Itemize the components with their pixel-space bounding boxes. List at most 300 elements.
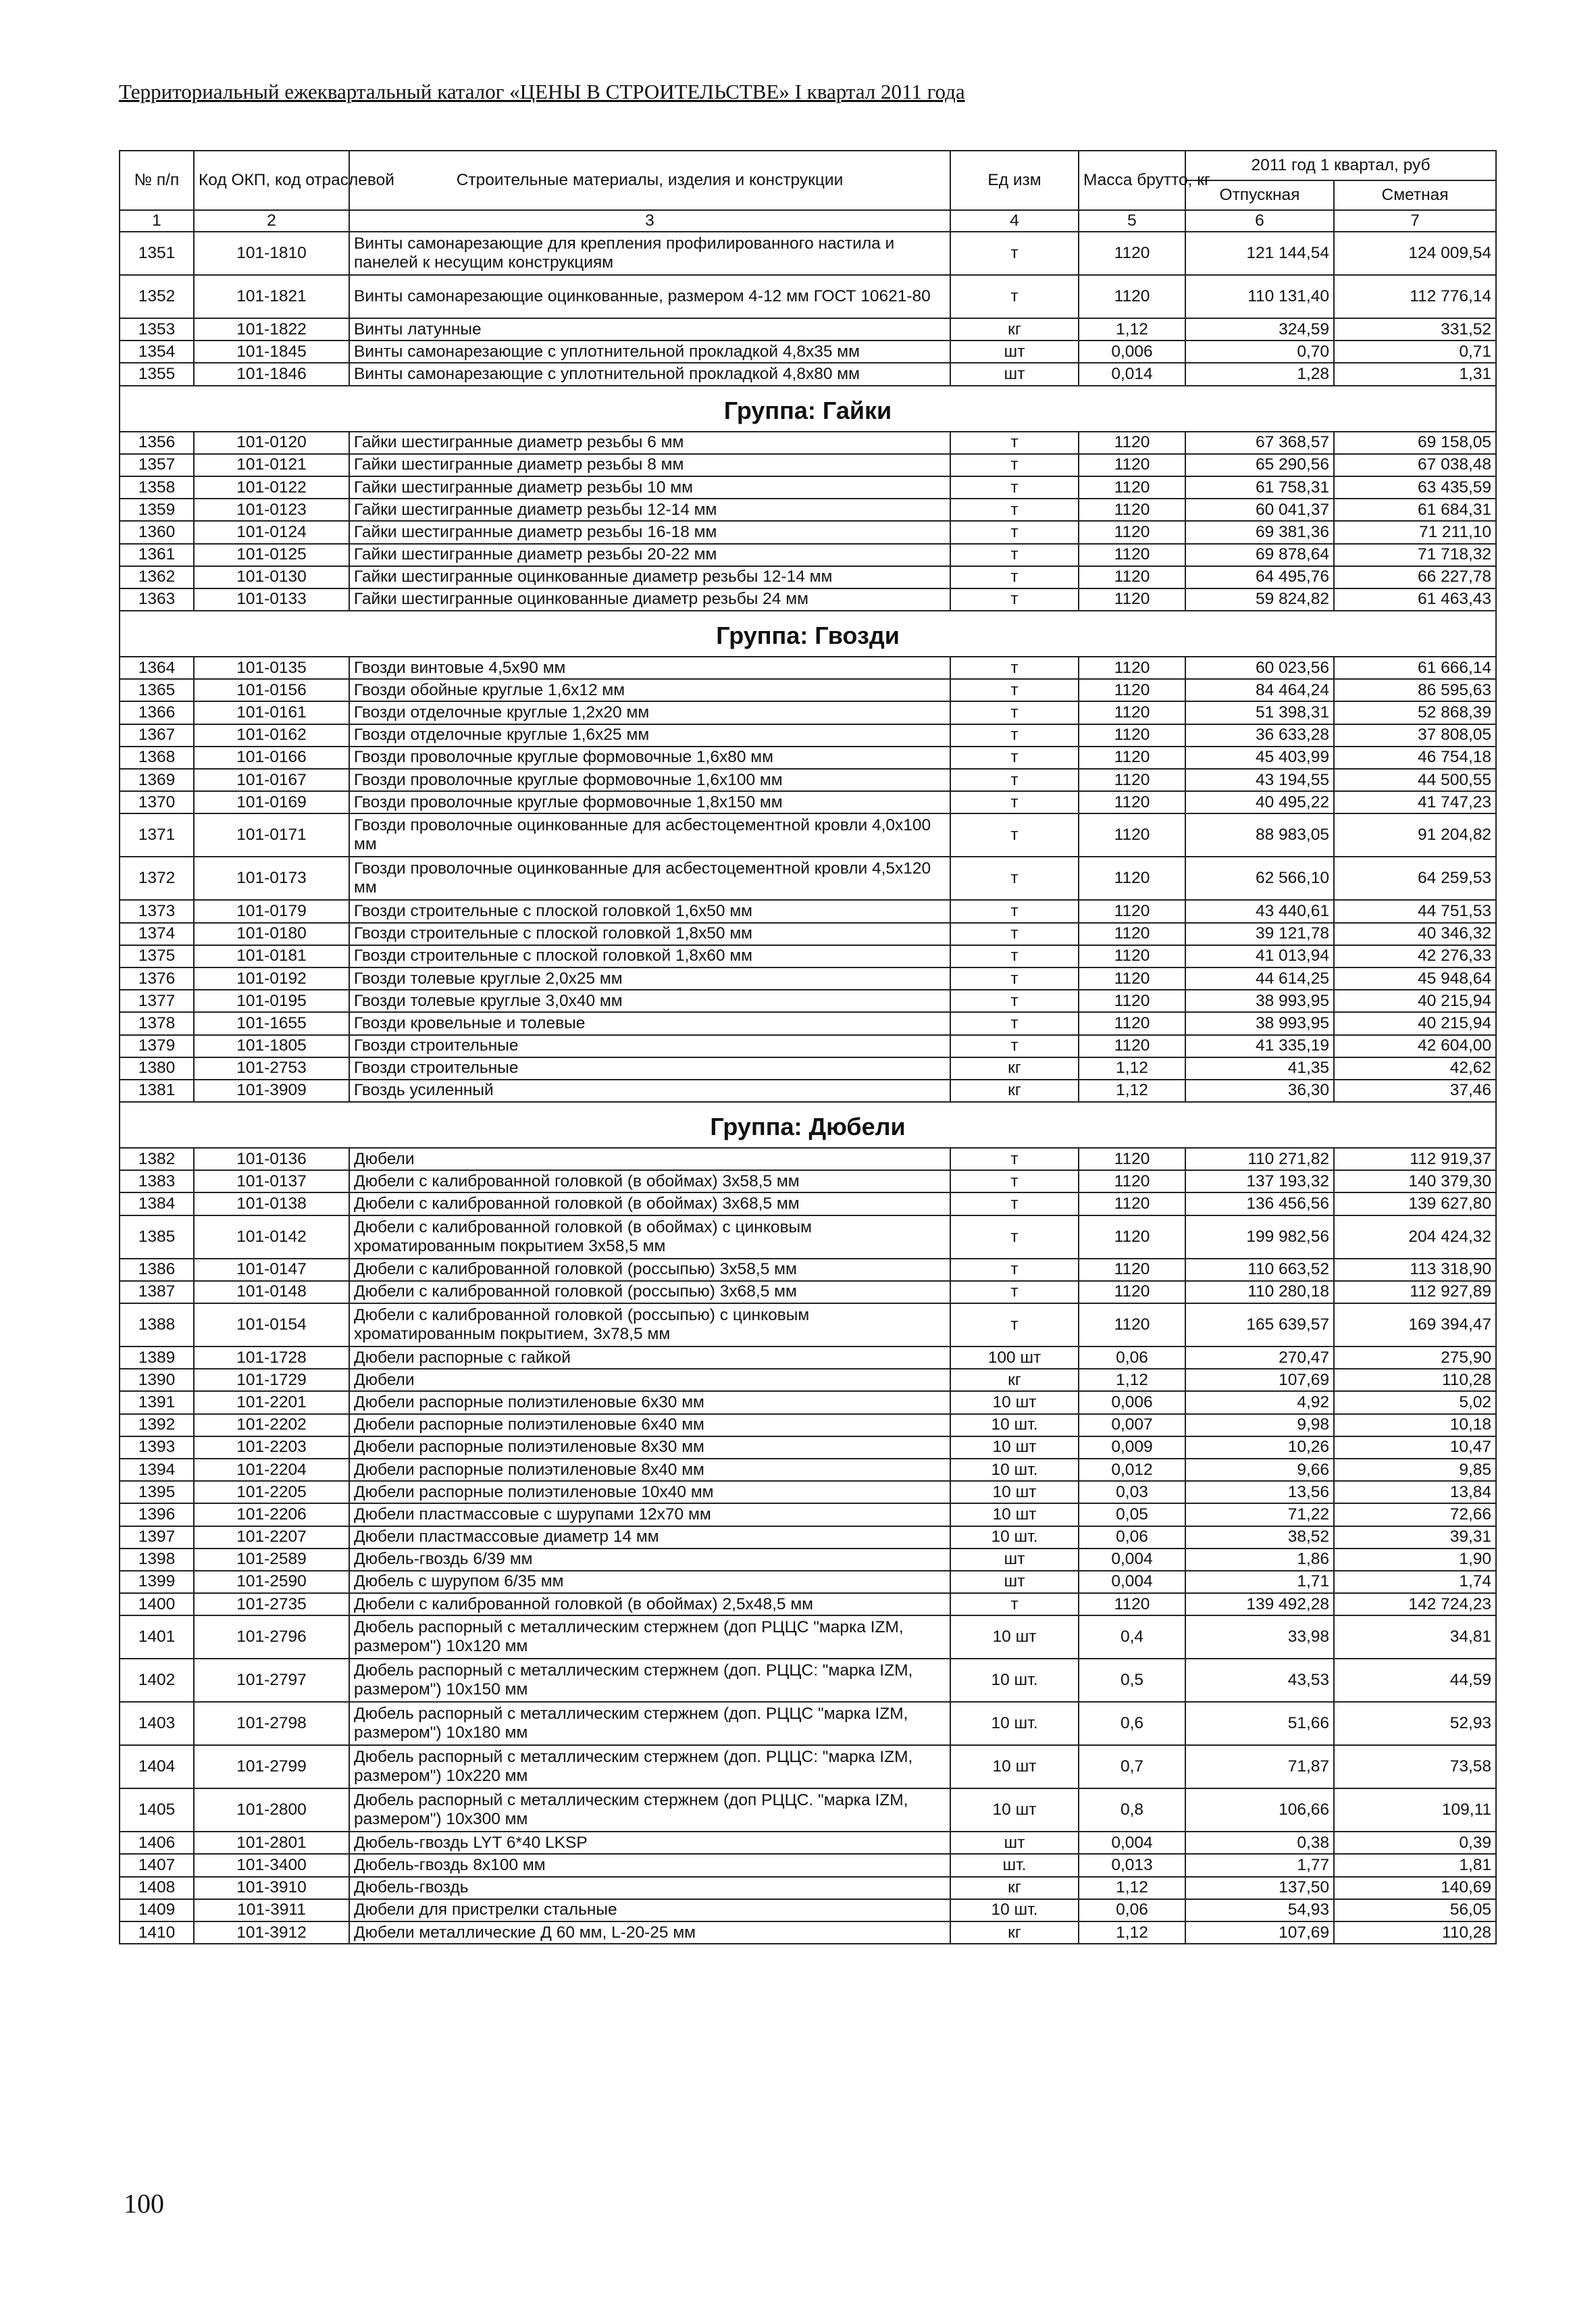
row-number: 1377 — [120, 990, 194, 1012]
row-release-price: 43 194,55 — [1185, 769, 1334, 791]
row-code: 101-0195 — [194, 990, 349, 1012]
row-number: 1393 — [120, 1436, 194, 1459]
row-number: 1370 — [120, 791, 194, 813]
row-number: 1362 — [120, 566, 194, 588]
row-release-price: 33,98 — [1185, 1615, 1334, 1659]
row-mass: 0,6 — [1079, 1702, 1185, 1745]
row-description: Дюбели распорные полиэтиленовые 8х40 мм — [349, 1459, 950, 1481]
table-row — [120, 341, 1496, 363]
table-row — [120, 275, 1496, 318]
row-estimate-price: 44 500,55 — [1334, 769, 1496, 791]
row-description: Гвозди строительные — [349, 1057, 950, 1080]
row-unit: кг — [950, 1921, 1079, 1944]
row-code: 101-0171 — [194, 813, 349, 857]
row-unit: т — [950, 566, 1079, 588]
row-code: 101-0148 — [194, 1281, 349, 1303]
row-number: 1410 — [120, 1921, 194, 1944]
row-code: 101-3911 — [194, 1899, 349, 1921]
row-mass: 1120 — [1079, 1012, 1185, 1034]
row-number: 1352 — [120, 275, 194, 318]
table-row — [120, 1615, 1496, 1659]
row-code: 101-0156 — [194, 679, 349, 701]
col-number: 3 — [349, 210, 950, 232]
row-unit: т — [950, 657, 1079, 679]
table-row — [120, 990, 1496, 1012]
row-mass: 1120 — [1079, 275, 1185, 318]
table-row — [120, 1745, 1496, 1788]
row-release-price: 41 013,94 — [1185, 945, 1334, 967]
row-mass: 1120 — [1079, 1259, 1185, 1281]
row-description: Гвозди винтовые 4,5х90 мм — [349, 657, 950, 679]
table-row — [120, 521, 1496, 543]
row-number: 1365 — [120, 679, 194, 701]
row-number: 1376 — [120, 967, 194, 990]
table-row — [120, 724, 1496, 747]
row-description: Дюбели распорные с гайкой — [349, 1347, 950, 1369]
row-code: 101-0121 — [194, 454, 349, 476]
row-description: Гвоздь усиленный — [349, 1080, 950, 1102]
row-estimate-price: 40 215,94 — [1334, 990, 1496, 1012]
col-number: 7 — [1334, 210, 1496, 232]
row-number: 1368 — [120, 747, 194, 769]
row-unit: т — [950, 1215, 1079, 1259]
row-estimate-price: 71 211,10 — [1334, 521, 1496, 543]
row-estimate-price: 91 204,82 — [1334, 813, 1496, 857]
row-number: 1403 — [120, 1702, 194, 1745]
row-estimate-price: 331,52 — [1334, 318, 1496, 341]
row-mass: 1120 — [1079, 1281, 1185, 1303]
row-mass: 0,5 — [1079, 1659, 1185, 1702]
row-release-price: 43 440,61 — [1185, 900, 1334, 922]
row-number: 1384 — [120, 1192, 194, 1215]
row-estimate-price: 41 747,23 — [1334, 791, 1496, 813]
row-mass: 0,06 — [1079, 1899, 1185, 1921]
row-description: Винты самонарезающие с уплотнительной прокладкой 4,8х80 мм — [349, 363, 950, 385]
row-estimate-price: 140,69 — [1334, 1877, 1496, 1899]
row-mass: 1120 — [1079, 945, 1185, 967]
row-unit: т — [950, 476, 1079, 499]
row-number: 1382 — [120, 1148, 194, 1170]
table-row — [120, 1436, 1496, 1459]
col-number: 5 — [1079, 210, 1185, 232]
row-code: 101-0180 — [194, 923, 349, 945]
row-unit: кг — [950, 1369, 1079, 1391]
table-row — [120, 791, 1496, 813]
table-row — [120, 857, 1496, 900]
table-row — [120, 1788, 1496, 1832]
row-release-price: 110 271,82 — [1185, 1148, 1334, 1170]
row-unit: т — [950, 679, 1079, 701]
row-release-price: 84 464,24 — [1185, 679, 1334, 701]
row-release-price: 0,70 — [1185, 341, 1334, 363]
row-description: Винты самонарезающие оцинкованные, размером 4-12 мм ГОСТ 10621-80 — [349, 275, 950, 318]
row-code: 101-2800 — [194, 1788, 349, 1832]
row-description: Дюбель распорный с металлическим стержнем (доп. РЦЦС: "марка IZM, размером") 10х150 мм — [349, 1659, 950, 1702]
row-estimate-price: 10,47 — [1334, 1436, 1496, 1459]
row-description: Гвозди проволочные круглые формовочные 1,6х80 мм — [349, 747, 950, 769]
row-mass: 1,12 — [1079, 1877, 1185, 1899]
row-estimate-price: 1,31 — [1334, 363, 1496, 385]
row-unit: т — [950, 1192, 1079, 1215]
row-unit: т — [950, 724, 1079, 747]
row-number: 1409 — [120, 1899, 194, 1921]
row-code: 101-0161 — [194, 701, 349, 724]
row-release-price: 1,77 — [1185, 1854, 1334, 1876]
table-row — [120, 499, 1496, 521]
row-unit: т — [950, 967, 1079, 990]
row-description: Дюбели металлические Д 60 мм, L-20-25 мм — [349, 1921, 950, 1944]
row-estimate-price: 72,66 — [1334, 1503, 1496, 1526]
row-code: 101-1810 — [194, 232, 349, 275]
row-number: 1353 — [120, 318, 194, 341]
row-number: 1394 — [120, 1459, 194, 1481]
row-release-price: 71,22 — [1185, 1503, 1334, 1526]
row-estimate-price: 112 919,37 — [1334, 1148, 1496, 1170]
row-mass: 0,013 — [1079, 1854, 1185, 1876]
row-number: 1360 — [120, 521, 194, 543]
row-number: 1369 — [120, 769, 194, 791]
table-row — [120, 1593, 1496, 1615]
row-unit: 10 шт. — [950, 1414, 1079, 1436]
row-number: 1386 — [120, 1259, 194, 1281]
row-estimate-price: 61 666,14 — [1334, 657, 1496, 679]
table-row — [120, 1347, 1496, 1369]
row-code: 101-0154 — [194, 1303, 349, 1347]
row-number: 1401 — [120, 1615, 194, 1659]
row-description: Гвозди строительные с плоской головкой 1,8х50 мм — [349, 923, 950, 945]
row-mass: 1120 — [1079, 476, 1185, 499]
row-release-price: 1,71 — [1185, 1571, 1334, 1593]
row-mass: 1120 — [1079, 701, 1185, 724]
row-release-price: 38 993,95 — [1185, 1012, 1334, 1034]
group-row — [120, 611, 1496, 657]
group-row — [120, 386, 1496, 432]
row-number: 1392 — [120, 1414, 194, 1436]
row-release-price: 121 144,54 — [1185, 232, 1334, 275]
row-mass: 1120 — [1079, 813, 1185, 857]
row-number: 1389 — [120, 1347, 194, 1369]
row-estimate-price: 110,28 — [1334, 1921, 1496, 1944]
row-number: 1385 — [120, 1215, 194, 1259]
row-estimate-price: 64 259,53 — [1334, 857, 1496, 900]
table-row — [120, 1391, 1496, 1413]
row-description: Гайки шестигранные диаметр резьбы 8 мм — [349, 454, 950, 476]
col-number: 6 — [1185, 210, 1334, 232]
table-row — [120, 544, 1496, 566]
row-description: Гайки шестигранные диаметр резьбы 10 мм — [349, 476, 950, 499]
row-release-price: 40 495,22 — [1185, 791, 1334, 813]
row-code: 101-1805 — [194, 1035, 349, 1057]
row-release-price: 51,66 — [1185, 1702, 1334, 1745]
row-code: 101-2590 — [194, 1571, 349, 1593]
row-unit: т — [950, 701, 1079, 724]
row-mass: 0,007 — [1079, 1414, 1185, 1436]
row-mass: 1120 — [1079, 923, 1185, 945]
row-estimate-price: 46 754,18 — [1334, 747, 1496, 769]
row-estimate-price: 140 379,30 — [1334, 1170, 1496, 1192]
row-release-price: 38,52 — [1185, 1526, 1334, 1549]
row-release-price: 1,28 — [1185, 363, 1334, 385]
row-mass: 1120 — [1079, 857, 1185, 900]
row-mass: 1120 — [1079, 588, 1185, 611]
row-estimate-price: 0,71 — [1334, 341, 1496, 363]
row-description: Гвозди толевые круглые 2,0х25 мм — [349, 967, 950, 990]
table-row — [120, 679, 1496, 701]
row-number: 1408 — [120, 1877, 194, 1899]
row-number: 1356 — [120, 432, 194, 454]
row-code: 101-0137 — [194, 1170, 349, 1192]
row-release-price: 41,35 — [1185, 1057, 1334, 1080]
row-description: Дюбели с калиброванной головкой (в обоймах) 3х58,5 мм — [349, 1170, 950, 1192]
row-number: 1355 — [120, 363, 194, 385]
row-release-price: 38 993,95 — [1185, 990, 1334, 1012]
row-release-price: 60 023,56 — [1185, 657, 1334, 679]
table-row — [120, 945, 1496, 967]
row-mass: 1120 — [1079, 990, 1185, 1012]
row-estimate-price: 69 158,05 — [1334, 432, 1496, 454]
row-mass: 0,009 — [1079, 1436, 1185, 1459]
col-name-header: Строительные материалы, изделия и конструкции — [349, 151, 950, 210]
row-mass: 0,06 — [1079, 1347, 1185, 1369]
row-unit: т — [950, 1593, 1079, 1615]
row-mass: 1120 — [1079, 1215, 1185, 1259]
table-row — [120, 813, 1496, 857]
row-code: 101-0133 — [194, 588, 349, 611]
row-estimate-price: 52,93 — [1334, 1702, 1496, 1745]
row-unit: шт — [950, 363, 1079, 385]
row-release-price: 36,30 — [1185, 1080, 1334, 1102]
row-estimate-price: 5,02 — [1334, 1391, 1496, 1413]
row-description: Гвозди отделочные круглые 1,6х25 мм — [349, 724, 950, 747]
row-code: 101-2735 — [194, 1593, 349, 1615]
col-number: 1 — [120, 210, 194, 232]
row-description: Дюбели с калиброванной головкой (в обоймах) 2,5х48,5 мм — [349, 1593, 950, 1615]
row-unit: 10 шт. — [950, 1526, 1079, 1549]
row-number: 1406 — [120, 1832, 194, 1854]
row-mass: 0,006 — [1079, 1391, 1185, 1413]
table-row — [120, 1854, 1496, 1876]
row-unit: т — [950, 813, 1079, 857]
table-row — [120, 1899, 1496, 1921]
row-unit: шт — [950, 1571, 1079, 1593]
row-number: 1397 — [120, 1526, 194, 1549]
row-release-price: 13,56 — [1185, 1481, 1334, 1503]
row-release-price: 324,59 — [1185, 318, 1334, 341]
row-unit: 10 шт. — [950, 1899, 1079, 1921]
table-row — [120, 1035, 1496, 1057]
row-number: 1405 — [120, 1788, 194, 1832]
row-mass: 0,05 — [1079, 1503, 1185, 1526]
row-release-price: 45 403,99 — [1185, 747, 1334, 769]
row-release-price: 64 495,76 — [1185, 566, 1334, 588]
row-number: 1399 — [120, 1571, 194, 1593]
row-unit: 10 шт — [950, 1788, 1079, 1832]
row-release-price: 43,53 — [1185, 1659, 1334, 1702]
col-estimate-header: Сметная — [1334, 180, 1496, 210]
col-period-header: 2011 год 1 квартал, руб — [1185, 151, 1496, 180]
table-row — [120, 1526, 1496, 1549]
row-number: 1372 — [120, 857, 194, 900]
row-code: 101-0130 — [194, 566, 349, 588]
row-estimate-price: 66 227,78 — [1334, 566, 1496, 588]
row-description: Дюбели с калиброванной головкой (россыпью) 3х68,5 мм — [349, 1281, 950, 1303]
table-row — [120, 566, 1496, 588]
row-unit: т — [950, 544, 1079, 566]
row-code: 101-1655 — [194, 1012, 349, 1034]
row-unit: 10 шт. — [950, 1702, 1079, 1745]
row-mass: 0,004 — [1079, 1549, 1185, 1571]
table-row — [120, 900, 1496, 922]
group-title: Группа: Гвозди — [120, 611, 1496, 657]
row-estimate-price: 112 776,14 — [1334, 275, 1496, 318]
row-number: 1359 — [120, 499, 194, 521]
row-code: 101-1846 — [194, 363, 349, 385]
row-unit: т — [950, 521, 1079, 543]
row-estimate-price: 124 009,54 — [1334, 232, 1496, 275]
row-mass: 1120 — [1079, 454, 1185, 476]
table-row — [120, 1459, 1496, 1481]
row-unit: т — [950, 945, 1079, 967]
row-estimate-price: 113 318,90 — [1334, 1259, 1496, 1281]
row-unit: кг — [950, 1057, 1079, 1080]
row-unit: т — [950, 1012, 1079, 1034]
row-code: 101-2202 — [194, 1414, 349, 1436]
row-mass: 0,7 — [1079, 1745, 1185, 1788]
row-number: 1398 — [120, 1549, 194, 1571]
row-description: Гвозди проволочные круглые формовочные 1,6х100 мм — [349, 769, 950, 791]
row-number: 1395 — [120, 1481, 194, 1503]
row-release-price: 54,93 — [1185, 1899, 1334, 1921]
row-unit: кг — [950, 1877, 1079, 1899]
row-code: 101-0124 — [194, 521, 349, 543]
row-code: 101-0169 — [194, 791, 349, 813]
row-number: 1366 — [120, 701, 194, 724]
row-release-price: 71,87 — [1185, 1745, 1334, 1788]
row-description: Гвозди проволочные оцинкованные для асбестоцементной кровли 4,0х100 мм — [349, 813, 950, 857]
row-mass: 1120 — [1079, 791, 1185, 813]
row-number: 1404 — [120, 1745, 194, 1788]
table-row — [120, 318, 1496, 341]
row-mass: 1120 — [1079, 747, 1185, 769]
row-description: Гайки шестигранные диаметр резьбы 16-18 мм — [349, 521, 950, 543]
table-row — [120, 747, 1496, 769]
row-code: 101-0125 — [194, 544, 349, 566]
group-row — [120, 1102, 1496, 1148]
row-number: 1388 — [120, 1303, 194, 1347]
row-code: 101-3400 — [194, 1854, 349, 1876]
row-code: 101-0122 — [194, 476, 349, 499]
row-unit: т — [950, 747, 1079, 769]
row-description: Дюбель-гвоздь 6/39 мм — [349, 1549, 950, 1571]
row-release-price: 110 131,40 — [1185, 275, 1334, 318]
page-number: 100 — [124, 2188, 164, 2219]
row-estimate-price: 34,81 — [1334, 1615, 1496, 1659]
row-unit: 10 шт — [950, 1503, 1079, 1526]
row-mass: 0,006 — [1079, 341, 1185, 363]
row-unit: 10 шт. — [950, 1659, 1079, 1702]
row-unit: кг — [950, 1080, 1079, 1102]
row-unit: т — [950, 1281, 1079, 1303]
table-row — [120, 1057, 1496, 1080]
row-code: 101-0173 — [194, 857, 349, 900]
row-mass: 1,12 — [1079, 1369, 1185, 1391]
row-estimate-price: 39,31 — [1334, 1526, 1496, 1549]
row-description: Гвозди строительные — [349, 1035, 950, 1057]
row-estimate-price: 61 463,43 — [1334, 588, 1496, 611]
row-mass: 1120 — [1079, 1192, 1185, 1215]
row-number: 1364 — [120, 657, 194, 679]
row-mass: 1,12 — [1079, 1921, 1185, 1944]
row-release-price: 9,98 — [1185, 1414, 1334, 1436]
row-mass: 1120 — [1079, 1035, 1185, 1057]
row-mass: 0,004 — [1079, 1832, 1185, 1854]
table-row — [120, 1481, 1496, 1503]
table-row — [120, 476, 1496, 499]
row-mass: 1120 — [1079, 724, 1185, 747]
row-release-price: 137,50 — [1185, 1877, 1334, 1899]
row-description: Винты самонарезающие с уплотнительной прокладкой 4,8х35 мм — [349, 341, 950, 363]
row-description: Гвозди толевые круглые 3,0х40 мм — [349, 990, 950, 1012]
row-code: 101-2207 — [194, 1526, 349, 1549]
row-release-price: 270,47 — [1185, 1347, 1334, 1369]
row-description: Дюбели пластмассовые с шурупами 12х70 мм — [349, 1503, 950, 1526]
row-description: Гайки шестигранные диаметр резьбы 20-22 мм — [349, 544, 950, 566]
row-estimate-price: 169 394,47 — [1334, 1303, 1496, 1347]
row-release-price: 69 381,36 — [1185, 521, 1334, 543]
row-release-price: 0,38 — [1185, 1832, 1334, 1854]
row-code: 101-2799 — [194, 1745, 349, 1788]
col-mass-header: Масса брутто, кг — [1079, 151, 1185, 210]
table-row — [120, 1877, 1496, 1899]
row-estimate-price: 1,74 — [1334, 1571, 1496, 1593]
catalog-header: Территориальный ежеквартальный каталог «ЦЕНЫ В СТРОИТЕЛЬСТВЕ» I квартал 2011 года — [119, 80, 965, 103]
row-release-price: 59 824,82 — [1185, 588, 1334, 611]
row-unit: т — [950, 454, 1079, 476]
row-mass: 1120 — [1079, 1303, 1185, 1347]
row-unit: 100 шт — [950, 1347, 1079, 1369]
row-unit: 10 шт — [950, 1745, 1079, 1788]
row-mass: 1,12 — [1079, 1080, 1185, 1102]
row-release-price: 110 280,18 — [1185, 1281, 1334, 1303]
col-number: 4 — [950, 210, 1079, 232]
row-mass: 0,4 — [1079, 1615, 1185, 1659]
row-estimate-price: 71 718,32 — [1334, 544, 1496, 566]
row-description: Гайки шестигранные диаметр резьбы 12-14 мм — [349, 499, 950, 521]
row-code: 101-0136 — [194, 1148, 349, 1170]
row-mass: 0,004 — [1079, 1571, 1185, 1593]
row-description: Дюбель-гвоздь 8х100 мм — [349, 1854, 950, 1876]
row-mass: 1120 — [1079, 769, 1185, 791]
row-unit: 10 шт — [950, 1391, 1079, 1413]
row-description: Гвозди строительные с плоской головкой 1,6х50 мм — [349, 900, 950, 922]
row-description: Гайки шестигранные диаметр резьбы 6 мм — [349, 432, 950, 454]
row-mass: 0,03 — [1079, 1481, 1185, 1503]
row-code: 101-0138 — [194, 1192, 349, 1215]
row-code: 101-3909 — [194, 1080, 349, 1102]
row-number: 1374 — [120, 923, 194, 945]
row-code: 101-2201 — [194, 1391, 349, 1413]
row-estimate-price: 37,46 — [1334, 1080, 1496, 1102]
row-release-price: 199 982,56 — [1185, 1215, 1334, 1259]
row-release-price: 67 368,57 — [1185, 432, 1334, 454]
row-estimate-price: 275,90 — [1334, 1347, 1496, 1369]
row-unit: т — [950, 499, 1079, 521]
row-estimate-price: 40 215,94 — [1334, 1012, 1496, 1034]
row-mass: 1120 — [1079, 900, 1185, 922]
table-row — [120, 1215, 1496, 1259]
table-row — [120, 232, 1496, 275]
table-row — [120, 701, 1496, 724]
